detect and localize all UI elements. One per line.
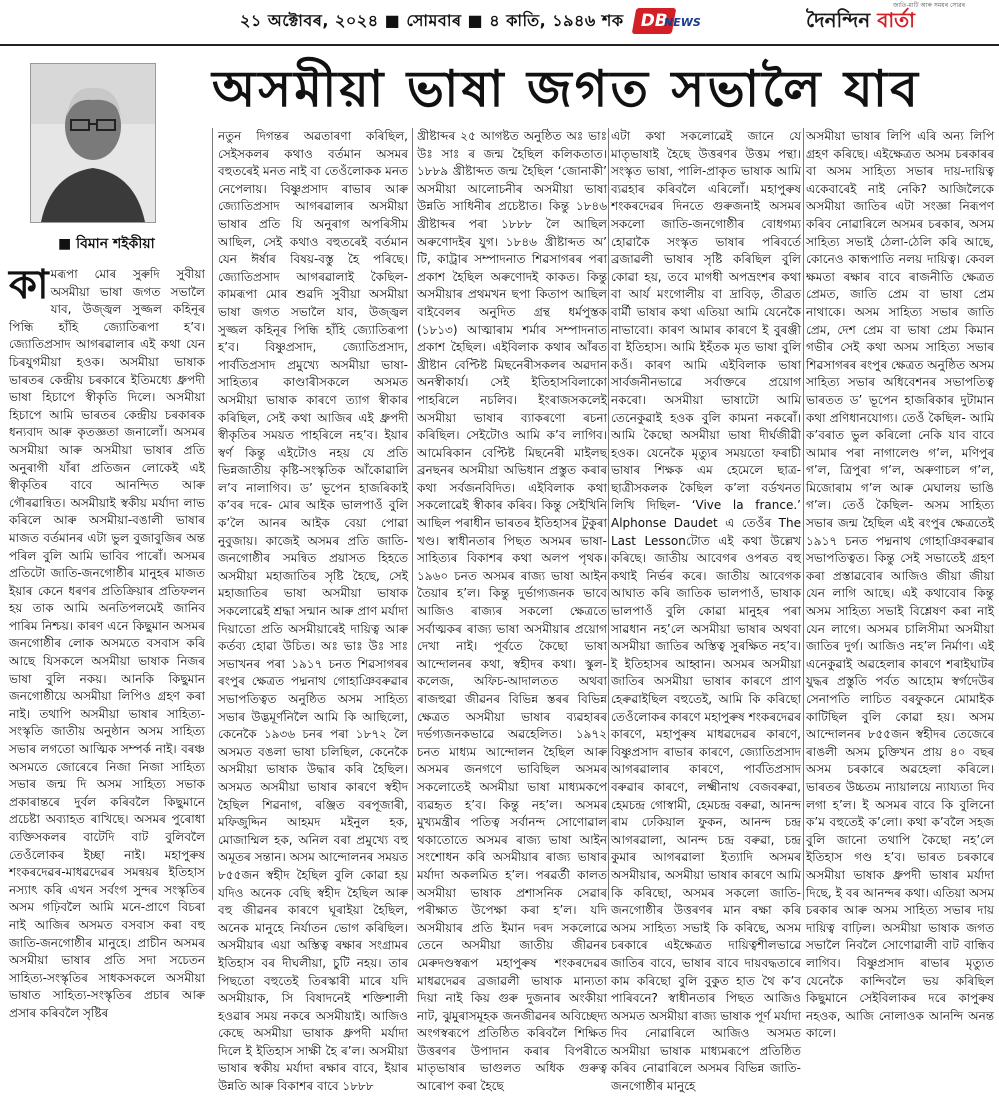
dateline: ২১ অক্টোবৰ, ২০২৪ ■ সোমবাৰ ■ ৪ কাতি, ১৯৪৬ শক	[240, 11, 624, 30]
column-text: খ্ৰীষ্টাব্দৰ ২৫ আগষ্টত অনুষ্ঠিত অঃ ভাঃ উঃ সাঃ ৰ জন্ম হৈছিল কলিকতাত। ১৮৮৯ খ্ৰীষ্টাব্দত জন্ম হৈছিল ‘জোনাকী’ অসমীয়া আলোচনীৰ অসমীয়া ভাষা উন্নতি সাধিনীৰ প্ৰচেষ্টাত। কিন্তু ১৮৪৬ খ্ৰীষ্টাব্দৰ পৰা ১৮৮৮ লৈ আছিল অৰুণোদইৰ যুগ। ১৮৪৬ খ্ৰীষ্টাব্দত অ’ টি, কাট্ৰাৰ সম্পাদনাত শিৱসাগৰৰ পৰা প্ৰকাশ হৈছিল অৰুণোদই কাকত। কিন্তু অসমীয়াৰ প্ৰথমখন ছপা কিতাপ আছিল বাইবেলৰ অনুদিত গ্ৰন্থ ধৰ্মপুস্তক (১৮১৩) আত্মাৰাম শৰ্মাৰ সম্পাদনাত প্ৰকাশ হৈছিল। এইবিলাক কথাৰ আঁৰত খ্ৰীষ্টান বেপ্টিষ্ট মিছনেৰীসকলৰ অৱদান অনস্বীকাৰ্য। সেই ইতিহাসবিলাকো পাহৰিলে নচলিব। ইংৰাজসকলেই অসমীয়া ভাষাৰ ব্যাকৰণো ৰচনা কৰিছিল। সেইটোও আমি ক’ব লাগিব। আমেৰিকান বেপ্টিষ্ট মিছনেৰী মাইলছ ব্ৰনছনৰ অসমীয়া অভিধান প্ৰস্তুত কৰাৰ কথা সৰ্বজনবিদিত। এইবিলাক কথা সকলোৱেই স্বীকাৰ কৰিব। কিন্তু সেইখিনি আছিল পৰাধীন ভাৰতৰ ইতিহাসৰ টুকুৰা খণ্ড। স্বাধীনতাৰ পিছত অসমৰ ভাষা-সাহিত্যৰ বিকাশৰ কথা অলপ পৃথক। ১৯৬০ চনত অসমৰ ৰাজ্য ভাষা আইন তৈয়াৰ হ’ল। কিন্তু দুৰ্ভাগ্যজনক ভাবে আজিও ৰাজ্যৰ সকলো ক্ষেত্ৰতে সৰ্বাত্মকৰ ৰাজ্য ভাষা অসমীয়াৰ প্ৰয়োগ দেখা নাই। পূৰ্বতে কৈছো ভাষা আন্দোলনৰ কথা, স্বহীদৰ কথা। স্কুল-কলেজ, অফিচ-আদালতত অথবা ৰাজহুৱা জীৱনৰ বিভিন্ন স্তৰৰ বিভিন্ন ক্ষেত্ৰত অসমীয়া ভাষাৰ ব্যৱহাৰৰ দৰ্ভগ্যজনকভাৱে অৱহেলিত। ১৯৭২ চনত মাধ্যম আন্দোলন হৈছিল আৰু অসমৰ জনগণে ভাবিছিল অসমৰ সকলোতেই অসমীয়া ভাষা মাধ্যমকপে ব্যৱহৃত হ’ব। কিন্তু নহ’ল। অসমৰ মুখ্যমন্ত্ৰীৰ পতিত্ব সৰ্বানন্দ সোণোৱাল থকাতোতে অসমৰ ৰাজ্য ভাষা আইন সংশোধন কৰি অসমীয়াৰ ৰাজ্য ভাষাৰ মৰ্যাদা অকলমিত হ’ল। পৰৱৰ্তী কালত অসমীয়া ভাষাক প্ৰশাসনিক সেৱাৰ পৰীক্ষাত উপেক্ষা কৰা হ’ল। যদি অসমীয়াৰ প্ৰতি ইমান দৰদ সকলোৱে তেনে অসমীয়া জাতীয় জীৱনৰ মেৰুদণ্ডস্বৰূপ মহাপুৰুষ শংকৰদেৱৰ মাধৱদেৱৰ ব্ৰজাৱলী ভাষাক মান্যতা দিয়া নাই কিয় গুৰু দুজনাৰ অংকীয়া নাট, ঝুমুৰাসমূহক জনজীৱনৰ অবিচ্ছেদ্য অংগস্বৰূপে প্ৰতিষ্ঠিত কৰিবলৈ শিক্ষিত উত্তৰণৰ উপাদান কৰাৰ বিপৰীতে মাতৃভাষাৰ ভাগুলত অধিক গুৰুত্ব আৰোপ কৰা হৈছে	[417, 129, 607, 1094]
author-portrait-icon	[31, 64, 155, 222]
masthead-rule	[0, 44, 999, 46]
brand-logo[interactable]	[806, 6, 915, 39]
brand-tagline: জাতি-মাটি আৰু সময়ৰ সোৱৰ	[893, 2, 966, 9]
brand-name-part2: বাৰ্তা	[877, 8, 915, 32]
column-divider	[412, 128, 413, 900]
article-column-3	[417, 128, 607, 1094]
article-column-5	[806, 128, 994, 1041]
column-text: মৰূপা মোৰ সুৰুদি সুবীয়া অসমীয়া ভাষা জগত সভালৈ যাব, উজ্জ্বল সুজ্জল কহিনূৰ পিন্ধি হাঁহি জ্যোতিৰূপা হ’ব। জ্যোতিপ্ৰসাদ আগৰৱালাৰ এই কথা যেন চিৰযুগমীয়া হওক। অসমীয়া ভাষাক ভাৰতৰ কেন্দ্ৰীয় চৰকাৰে ইতিমধ্যে ধ্ৰুপদী ভাষা হিচাপে স্বীকৃতি দিলে। অসমীয়া হিচাপে আমি ভাৰতৰ কেন্দ্ৰীয় চৰকাৰক ধন্যবাদ আৰু কৃতজ্ঞতা জনালোঁ। অসমৰ অসমীয়া আৰু অসমীয়া ভাষাৰ প্ৰতি অনুৰাগী যাঁৰা প্ৰতিজন লোকেই এই স্বীকৃতিৰ বাবে আনন্দিত আৰু গৌৰৱান্বিত। অসমীয়াই স্বকীয় মৰ্যাদা লাভ কৰিলে আৰু অসমীয়া-বঙালী ভাষাৰ মাজত বৰ্তমানৰ এটা ভুল বুজাবুজিৰ অন্ত পৰিল বুলি আমি ভাবিব পাৰোঁ। অসমৰ প্ৰতিটো জাতি-জনগোষ্ঠীৰ মানুহৰ মাজত ইয়াৰ কেনে ধৰণৰ প্ৰতিক্ৰিয়াৰ প্ৰতিফলন হয় তাক আমি অনতিপলমেই জানিব পাৰিম নিশ্চয়। কাৰণ এনে কিছুমান অসমৰ জনগোষ্ঠীৰ লোক অসমতে বসবাস কৰি আছে যিসকলে অসমীয়া ভাষাক নিজৰ ভাষা বুলি নকয়। আনকি কিছুমান জনগোষ্ঠীয়ে অসমীয়া লিপিও গ্ৰহণ কৰা নাই। তথাপি অসমীয়া ভাষাৰ সাহিত্য-সংস্কৃতি জাতীয় অনুষ্ঠান অসম সাহিত্য সভাৰ লগতো আত্মিক সম্পৰ্ক নাই। বৰঞ্চ অসমতে জোৰেৰে নিজা নিজা সাহিত্য সভাৰ জন্ম দি অসম সাহিত্য সভাক প্ৰকাৰান্তৰে দুৰ্বল কৰিবলৈ কিছুমানে প্ৰচেষ্টা অব্যাহত ৰাখিছে। অসমৰ পুৰোধা ব্যক্তিসকলৰ বাটেদি বাট বুলিবলৈ তেওঁলোকৰ ইচ্ছা নাই। মহাপুৰুষ শংকৰদেৱৰ-মাধৱদেৱৰ সমন্বয়ৰ ইতিহাস নস্যাৎ কৰি এখন সৰ্বংগ সুন্দৰ সংস্কৃতিৰ অসম গঢ়িবলৈ আমি মনে-প্ৰাণে বিচৰা নাই আজিৰ অসমত বসবাস কৰা বহু জাতি-জনগোষ্ঠীৰ মানুহে। প্ৰাচীন অসমৰ অসমীয়া ভাষাৰ প্ৰতি সদা সচেতন সাহিত্য-সংস্কৃতিৰ সাধকসকলে অসমীয়া ভাষাত সাহিত্য-সংস্কৃতিৰ প্ৰচাৰ আৰু প্ৰসাৰ কৰিবলৈ সৃষ্টিৰ	[9, 267, 205, 1020]
drop-cap: কা	[9, 262, 49, 308]
db-news-label: NEWS	[664, 16, 701, 29]
brand-name-part1: দৈনন্দিন	[806, 8, 878, 32]
column-text: এটা কথা সকলোৱেই জানে যে মাতৃভাষাই হৈছে উত্তৰণৰ উত্তম পন্থা। সংস্কৃত ভাষা, পালি-প্ৰাকৃত ভাষাক আমি ব্যৱহাৰ কৰিবলৈ এৰিলোঁ। মহাপুৰুষ শংকৰদেৱৰ দিনতে গুৰুজনাই অসমৰ সকলো জাতি-জনগোষ্ঠীৰ বোধগম্য হোৱাকৈ সংস্কৃত ভাষাৰ পৰিবৰ্তে ব্ৰজাৱলী ভাষাৰ সৃষ্টি কৰিছিল বুলি কোৱা হয়, তবে মাগধী অপভ্ৰংশৰ কথা বা আৰ্য মংগোলীয় বা দ্ৰাবিড়, তীব্ৰত বাৰ্মী ভাষাৰ কথা এতিয়া আমি যেনেকৈ নাভাবো। কাৰণ আমাৰ কাৰণে ই বুৰঞ্জী বা ইতিহাস। আমি ইহঁতক মৃত ভাষা বুলি কওঁ। কাৰণ আমি এইবিলাক ভাষা সাৰ্বজনীনভাৱে সৰ্বাক্তৰে প্ৰয়োগ নকৰো। অসমীয়া ভাষাটো আমি তেনেকুৱাই হওক বুলি কামনা নকৰোঁ। আমি কৈছো অসমীয়া ভাষা দীৰ্ঘজীৱী হওক। যেনেকৈ মৃত্যুৰ সময়তো ফৰাচী ভাষাৰ শিক্ষক এম হেমেলে ছাত্ৰ-ছাত্ৰীসকলক কৈছিল ক’লা বৰ্ডখনত লিখি দিছিল- ‘Vive la france.’ Alphonse Daudet এ তেওঁৰ The Last Lessonটোত এই কথা উল্লেখ কৰিছে। জাতীয় আবেগৰ ওপৰত বহু কথাই নিৰ্ভৰ কৰে। জাতীয় আবেগক আঘাত কৰি জাতিক ভালপাওঁ, ভাষাক ভালপাওঁ বুলি কোৱা মানুহৰ পৰা সাৱধান নহ’লে অসমীয়া ভাষাৰ অথবা অসমীয়া জাতিৰ অস্তিত্ব সুৰক্ষিত নহ’ব। ই ইতিহাসৰ আহ্বান। অসমৰ অসমীয়া জাতিৰ অসমীয়া ভাষাৰ কাৰণে প্ৰাণ হেৰুৱাইছিল বহুতেই, আমি কি কৰিছো তেওঁলোকৰ কাৰণে মহাপুৰুষ শংকৰদেৱৰ কাৰণে, মহাপুৰুষ মাধৱদেৱৰ কাৰণে, বিষ্ণুপ্ৰসাদ ৰাভাৰ কাৰণে, জ্যোতিপ্ৰসাদ আগৰৱালাৰ কাৰণে, পাৰ্বতিপ্ৰসাদ বৰুৱাৰ কাৰণে, লক্ষ্মীনাথ বেজবৰুৱা, হেমচন্দ্ৰ গোস্বামী, হেমচন্দ্ৰ বৰুৱা, আনন্দ ৰাম ঢেকিয়াল ফুকন, আনন্দ চন্দ্ৰ আগৰৱালা, আনন্দ চন্দ্ৰ বৰুৱা, চন্দ্ৰ কুমাৰ আগৰৱালা ইত্যাদি অসমৰ অসমীয়াৰ, অসমীয়া ভাষাৰ কাৰণে আমি কি কৰিছো, অসমৰ সকলো জাতি-জনগোষ্ঠীৰ উত্তৰণৰ মান ৰক্ষা কৰি অসম সাহিত্য সভাই কি কৰিছে, অসম চৰকাৰে এইক্ষেত্ৰত দায়িত্বশীলভাৱে জাতিৰ বাবে, ভাষাৰ বাবে দায়বদ্ধতাৰে কাম কৰিছো বুলি বুকুত হাত থৈ ক’ব পাৰিবনে? স্বাধীনতাৰ পিছত আজিও অসমত অসমীয়া ৰাজ্য ভাষাক পূৰ্ণ মৰ্যাদা দিব নোৱাৰিলে আজিও অসমত অসমীয়া ভাষাক মাধ্যমৰূপে প্ৰতিষ্ঠিত কৰিব নোৱাৰিলে অসমৰ বিভিন্ন জাতি-জনগোষ্ঠীৰ মানুহে	[611, 129, 801, 1094]
author-byline: ■ বিমান শইকীয়া	[58, 236, 155, 252]
article-column-1	[9, 262, 205, 1020]
author-photo	[30, 63, 156, 223]
column-divider	[212, 128, 213, 900]
db-badge: DB	[632, 8, 677, 34]
db-news-logo[interactable]	[634, 4, 701, 40]
column-text: নতুন দিগন্তৰ অৱতাৰণা কৰিছিল, সেইসকলৰ কথাও বৰ্তমান অসমৰ বহুতৰেই মনত নাই বা তেওঁলোকক মনত নেপেলায়। বিষ্ণুপ্ৰসাদ ৰাভাৰ আৰু জ্যোতিপ্ৰসাদ আগৰৱালাৰ অসমীয়া ভাষাৰ প্ৰতি যি অনুৰাগ অপৰিসীম আছিল, সেই কথাও বহুতৰেই বৰ্তমান যেন ঈৰ্ষাৰ বিষয়-বস্তু হৈ পৰিছে। জ্যোতিপ্ৰসাদ আগৰৱালাই কৈছিল- কামৰূপা মোৰ শুৱদি সুবীয়া অসমীয়া ভাষা জগত সভালৈ যাব, উজ্জ্বল সুজ্জল কহিনূৰ পিন্ধি হাঁহি জ্যোতিৰূপা হ’ব। বিষ্ণুপ্ৰসাদ, জ্যোতিপ্ৰসাদ, পাৰ্বতিপ্ৰসাদ প্ৰমুখ্যে অসমীয়া ভাষা-সাহিত্যৰ কাণ্ডাৰীসকলে অসমত অসমীয়া ভাষাক কাৰণে ত্যাগ স্বীকাৰ কৰিছিল, সেই কথা আজিৰ এই ধ্ৰুপদী স্বীকৃতিৰ সময়ত পাহৰিলে নহ’ব। ইয়াৰ স্বৰ্ণ কিন্তু এইটোও নহয় যে প্ৰতি ভিন্নজাতীয় কৃষ্টি-সংস্কৃতিক আঁকোৱালি ল’ব নালাগিব। ড’ ভূপেন হাজৰিকাই ক’বৰ দৰে- মোৰ আইক ভালপাওঁ বুলি ক’লৈ আনৰ আইক বেয়া পোৱা নুবুজায়। কাজেই অসমৰ প্ৰতি জাতি-জনগোষ্ঠীৰ সমন্বিত প্ৰয়াসত হিহতে অসমীয়া মহাজাতিৰ সৃষ্টি হৈছে, সেই মহাজাতিৰ ভাষা অসমীয়া ভাষাক সকলোৱেই শ্ৰদ্ধা সন্মান আৰু প্ৰাণ মৰ্যাদা দিয়াতো প্ৰতি অসমীয়াৰেই দায়িত্ব আৰু কৰ্তব্য হোৱা উচিত। অঃ ভাঃ উঃ সাঃ সভাখনৰ পৰা ১৯১৭ চনত শিৱসাগৰৰ ৰংপুৰ ক্ষেত্ৰত পদ্মনাথ গোহাঞিবৰুৱাৰ সভাপতিত্বত অনুষ্ঠিত অসম সাহিত্য সভাৰ উদ্ভমূৰ্ণনিলৈ আমি কি আছিলো, কেনেকৈ ১৯৩৬ চনৰ পৰা ১৮৭২ লৈ অসমত বঙলা ভাষা চলিছিল, কেনেকৈ অসমীয়া ভাষাক উদ্ধাৰ কৰি হৈছিল। অসমত অসমীয়া ভাষাৰ কাৰণে স্বহীদ হৈছিল শিৱনাগ, ৰঞ্জিত বৰপূজাৰী, মফিজুদ্দিন আহমদ মইনুল হক, মোজাম্মিল হক, অনিল বৰা প্ৰমুখ্যে বহু অমূতৰ সন্তান। অসম আন্দোলনৰ সময়ত ৮৫৫জন স্বহীদ হৈছিল বুলি কোৱা হয় যদিও অনেক বেছি স্বহীদ হৈছিল আৰু বহু জীৱনৰ কাৰণে ঘূৰাইয়া হৈছিল, অনেক মানুহে নিৰ্যাতন ভোগ কৰিছিল। অসমীয়াৰ এয়া অস্তিত্ব ৰক্ষাৰ সংগ্ৰামৰ ইতিহাস বৰ দীঘলীয়া, চুটি নহয়। তাৰ পিছতো বহুতেই তিৰস্কাৰী মাৰে যদি অসমীয়াক, সি বিষাদনেই শক্তিশালী হওৱাৰ সময় নকৰে অসমীয়াই। আজিও কেছে অসমীয়া ভাষাক ধ্ৰুপদী মৰ্যাদা দিলে ই ইতিহাস সাক্ষী হৈ ৰ’ল। অসমীয়া ভাষাৰ স্বকীয় মৰ্যাদা ৰক্ষাৰ বাবে, ইয়াৰ উন্নতি আৰু বিকাশৰ বাবে ১৮৮৮	[218, 129, 408, 1094]
article-column-2	[218, 128, 408, 1094]
column-divider	[608, 128, 609, 900]
column-divider	[803, 128, 804, 900]
article-column-4	[611, 128, 801, 1094]
article-headline: অসমীয়া ভাষা জগত সভালৈ যাব	[212, 59, 922, 118]
column-text: অসমীয়া ভাষাৰ লিপি এৰি অন্য লিপি গ্ৰহণ কৰিছে। এইক্ষেত্ৰত অসম চৰকাৰৰ বা অসম সাহিত্য সভাৰ দায়-দায়িত্ব একেবাৰেই নাই নেকি? আজিলৈকে অসমীয়া জাতিৰ এটা সংজ্ঞা নিৰূপণ কৰিব নোৱাৰিলে অসমৰ চৰকাৰ, অসম সাহিত্য সভাই ঠেলা-ঠেলি কৰি আছে, কোনেও কান্ধপাতি নলয় দায়িত্ব। কেবল ক্ষমতা ৰক্ষাৰ বাবে ৰাজনীতি ক্ষেত্ৰত প্ৰেমত, জাতি প্ৰেম বা ভাষা প্ৰেম নাথাকে। অসম সাহিত্য সভাৰ জাতি প্ৰেম, দেশ প্ৰেম বা ভাষা প্ৰেম কিমান গভীৰ সেই কথা অসম সাহিত্য সভাৰ শিৱসাগৰৰ ৰংপুৰ ক্ষেত্ৰত অনুষ্ঠিত অসম সাহিত্য সভাৰ অধিবেশনৰ সভাপতিত্ব ভাৰতত ড’ ভূপেন হাজৰিকাৰ দুটামান কথা প্ৰণিধানযোগ্য। তেওঁ কৈছিল- আমি ক’বৰাত ভুল কৰিলো নেকি যাব বাবে আমাৰ পৰা নাগালেণ্ড গ’ল, মণিপুৰ গ’ল, ত্ৰিপুৰা গ’ল, অৰুণাচল গ’ল, মিজোৰাম গ’ল আৰু মেঘালয় ভাঙি গ’ল। তেওঁ কৈছিল- অসম সাহিত্য সভাৰ জন্ম হৈছিল এই ৰংপুৰ ক্ষেত্ৰতেই ১৯১৭ চনত পদ্মনাথ গোহাঞিবৰুৱাৰ সভাপতিত্বত। কিন্তু সেই সভাতেই গ্ৰহণ কৰা প্ৰস্তাৱবোৰ আজিও জীয়া জীয়া যেন লাগি আছে। এই কথাবোৰ কিন্তু অসম সাহিত্য সভাই বিশ্লেষণ কৰা নাই যেন লাগে। অসমৰ চালিসীমা অসমীয়া জাতিৰ দুৰ্গ। আজিও নহ’ল নিৰ্মাণ। এই এনেকুৱাই অৱহেলাৰ কাৰণে শৰাইঘাটৰ যুদ্ধৰ প্ৰস্তুতি পৰ্বত আহোম স্বৰ্গদেউৰ সেনাপতি লাচিত বৰফুকনে মোমাইক কাটিছিল বুলি কোৱা হয়। অসম আন্দোলনৰ ৮৫৫জন স্বহীদৰ তেজেৰে ৰাঙলী অসম চুক্তিখন প্ৰায় ৪০ বছৰ অসম চৰকাৰে অৱহেলা কৰিলে। ভাৰতৰ উচ্চতম ন্যায়ালয়ে ন্যায্যতা দিব লগা হ’ল। ই অসমৰ বাবে কি বুলিনো ক’ম বহুতেই ক’লো। কথা ক’বলৈ সহজ বুলি জানো তথাপি কৈছো নহ’লে ইতিহাস গণ্ড হ’ব। ভাৰত চৰকাৰে অসমীয়া ভাষাক ধ্ৰুপদী ভাষাৰ মৰ্যাদা দিছে, ই বৰ আনন্দৰ কথা। এতিয়া অসম চৰকাৰ আৰু অসম সাহিত্য সভাৰ দায় দায়িত্ব বাঢ়িল। অসমীয়া ভাষাক জগত সভালৈ নিবলৈ সোণোৱালী বাট বান্ধিব লাগিব। বিষ্ণুপ্ৰসাদ ৰাভাৰ মৃত্যুত যেনেকৈ কান্দিবলৈ ভয় কৰিছিল কিছুমানে সেইবিলাকৰ দৰে কাপুৰুষ নহওক, আজি নোলাওক আনন্দি অনন্ত কালে।	[806, 129, 994, 1041]
masthead	[0, 0, 999, 44]
